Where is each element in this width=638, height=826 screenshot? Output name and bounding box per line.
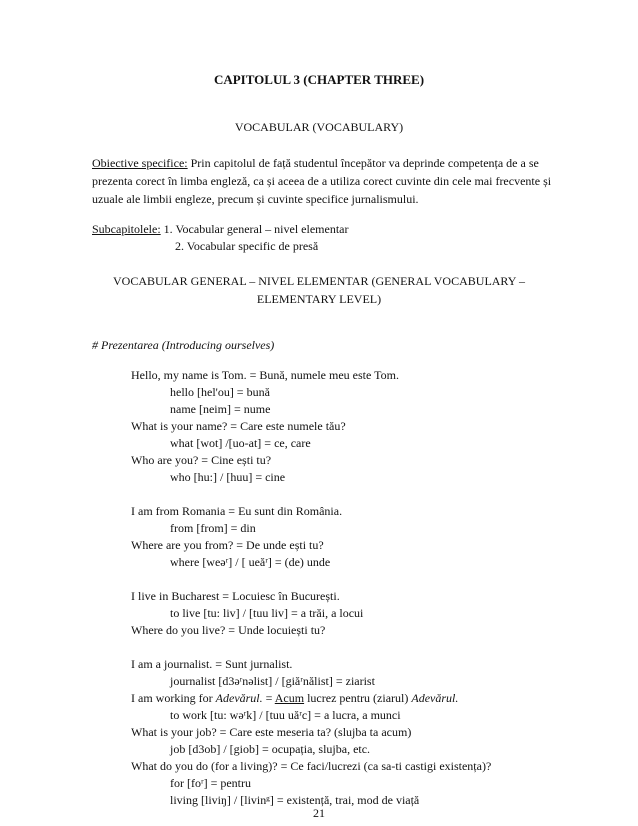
objectives-paragraph <box>92 154 552 208</box>
list-item: living [liviŋ] / [livinᵍ] = existență, trai, mod de viață <box>170 793 420 807</box>
list-item: to work [tu: wəʳk] / [tuu uăʳc] = a lucra, a munci <box>170 708 401 722</box>
list-item: job [d3ob] / [giob] = ocupația, slujba, etc. <box>170 742 371 756</box>
list-item: for [foʳ] = pentru <box>170 776 252 790</box>
newspaper-name: Adevărul. <box>215 691 263 705</box>
chapter-subtitle: VOCABULAR (VOCABULARY) <box>234 120 404 134</box>
subchapter-item-2: 2. Vocabular specific de presă <box>175 239 319 253</box>
list-item: hello [hel'ou] = bună <box>170 385 270 399</box>
underlined-word: Acum <box>274 691 305 705</box>
subchapters-label: Subcapitolele: <box>92 222 161 236</box>
list-item: name [neim] = nume <box>170 402 271 416</box>
chapter-title: CAPITOLUL 3 (CHAPTER THREE) <box>213 72 425 87</box>
section-heading-line-1: VOCABULAR GENERAL – NIVEL ELEMENTAR (GENERAL VOCABULARY – <box>112 274 525 288</box>
list-item: I am a journalist. = Sunt jurnalist. <box>131 657 293 671</box>
page-number: 21 <box>313 806 325 820</box>
list-item: Hello, my name is Tom. = Bună, numele meu este Tom. <box>131 368 399 382</box>
topic-heading: # Prezentarea (Introducing ourselves) <box>92 338 275 352</box>
list-item: Where are you from? = De unde ești tu? <box>131 538 324 552</box>
subchapter-item-1: 1. Vocabular general – nivel elementar <box>160 222 349 236</box>
list-item: what [wot] /[uo-at] = ce, care <box>170 436 311 450</box>
list-item-text: = <box>262 691 275 705</box>
list-item-text: I am working for <box>131 691 216 705</box>
list-item: Where do you live? = Unde locuiești tu? <box>131 623 326 637</box>
list-item: What do you do (for a living)? = Ce faci/lucrezi (ca sa-ti castigi existența)? <box>131 759 492 773</box>
list-item: What is your name? = Care este numele tău? <box>131 419 346 433</box>
objectives-label: Obiective specifice: <box>92 156 188 170</box>
list-item: Who are you? = Cine ești tu? <box>131 453 272 467</box>
list-item: I live in Bucharest = Locuiesc în București. <box>131 589 340 603</box>
list-item: journalist [d3əʳnəlist] / [giăʳnălist] = ziarist <box>170 674 375 688</box>
list-item: I am from Romania = Eu sunt din România. <box>131 504 343 518</box>
list-item <box>131 691 458 705</box>
list-item: who [hu:] / [huu] = cine <box>170 470 286 484</box>
list-item: where [weəʳ] / [ ueăʳ] = (de) unde <box>170 555 331 569</box>
list-item: from [from] = din <box>170 521 256 535</box>
newspaper-name: Adevărul. <box>411 691 459 705</box>
section-heading-line-2: ELEMENTARY LEVEL) <box>256 292 382 306</box>
subchapters-line-1 <box>92 222 348 236</box>
list-item: What is your job? = Care este meseria ta? (slujba ta acum) <box>131 725 412 739</box>
list-item: to live [tu: liv] / [tuu liv] = a trăi, a locui <box>170 606 364 620</box>
objectives-text: Prin capitolul de față studentul începător va deprinde competența de a se prezenta corect în limba engleză, ca și aceea de a utiliza corect cuvinte din cele mai frecvente și uzuale ale limbii engleze, precum și cuvinte specifice jurnalismului. <box>92 156 552 206</box>
list-item-text: lucrez pentru (ziarul) <box>304 691 412 705</box>
